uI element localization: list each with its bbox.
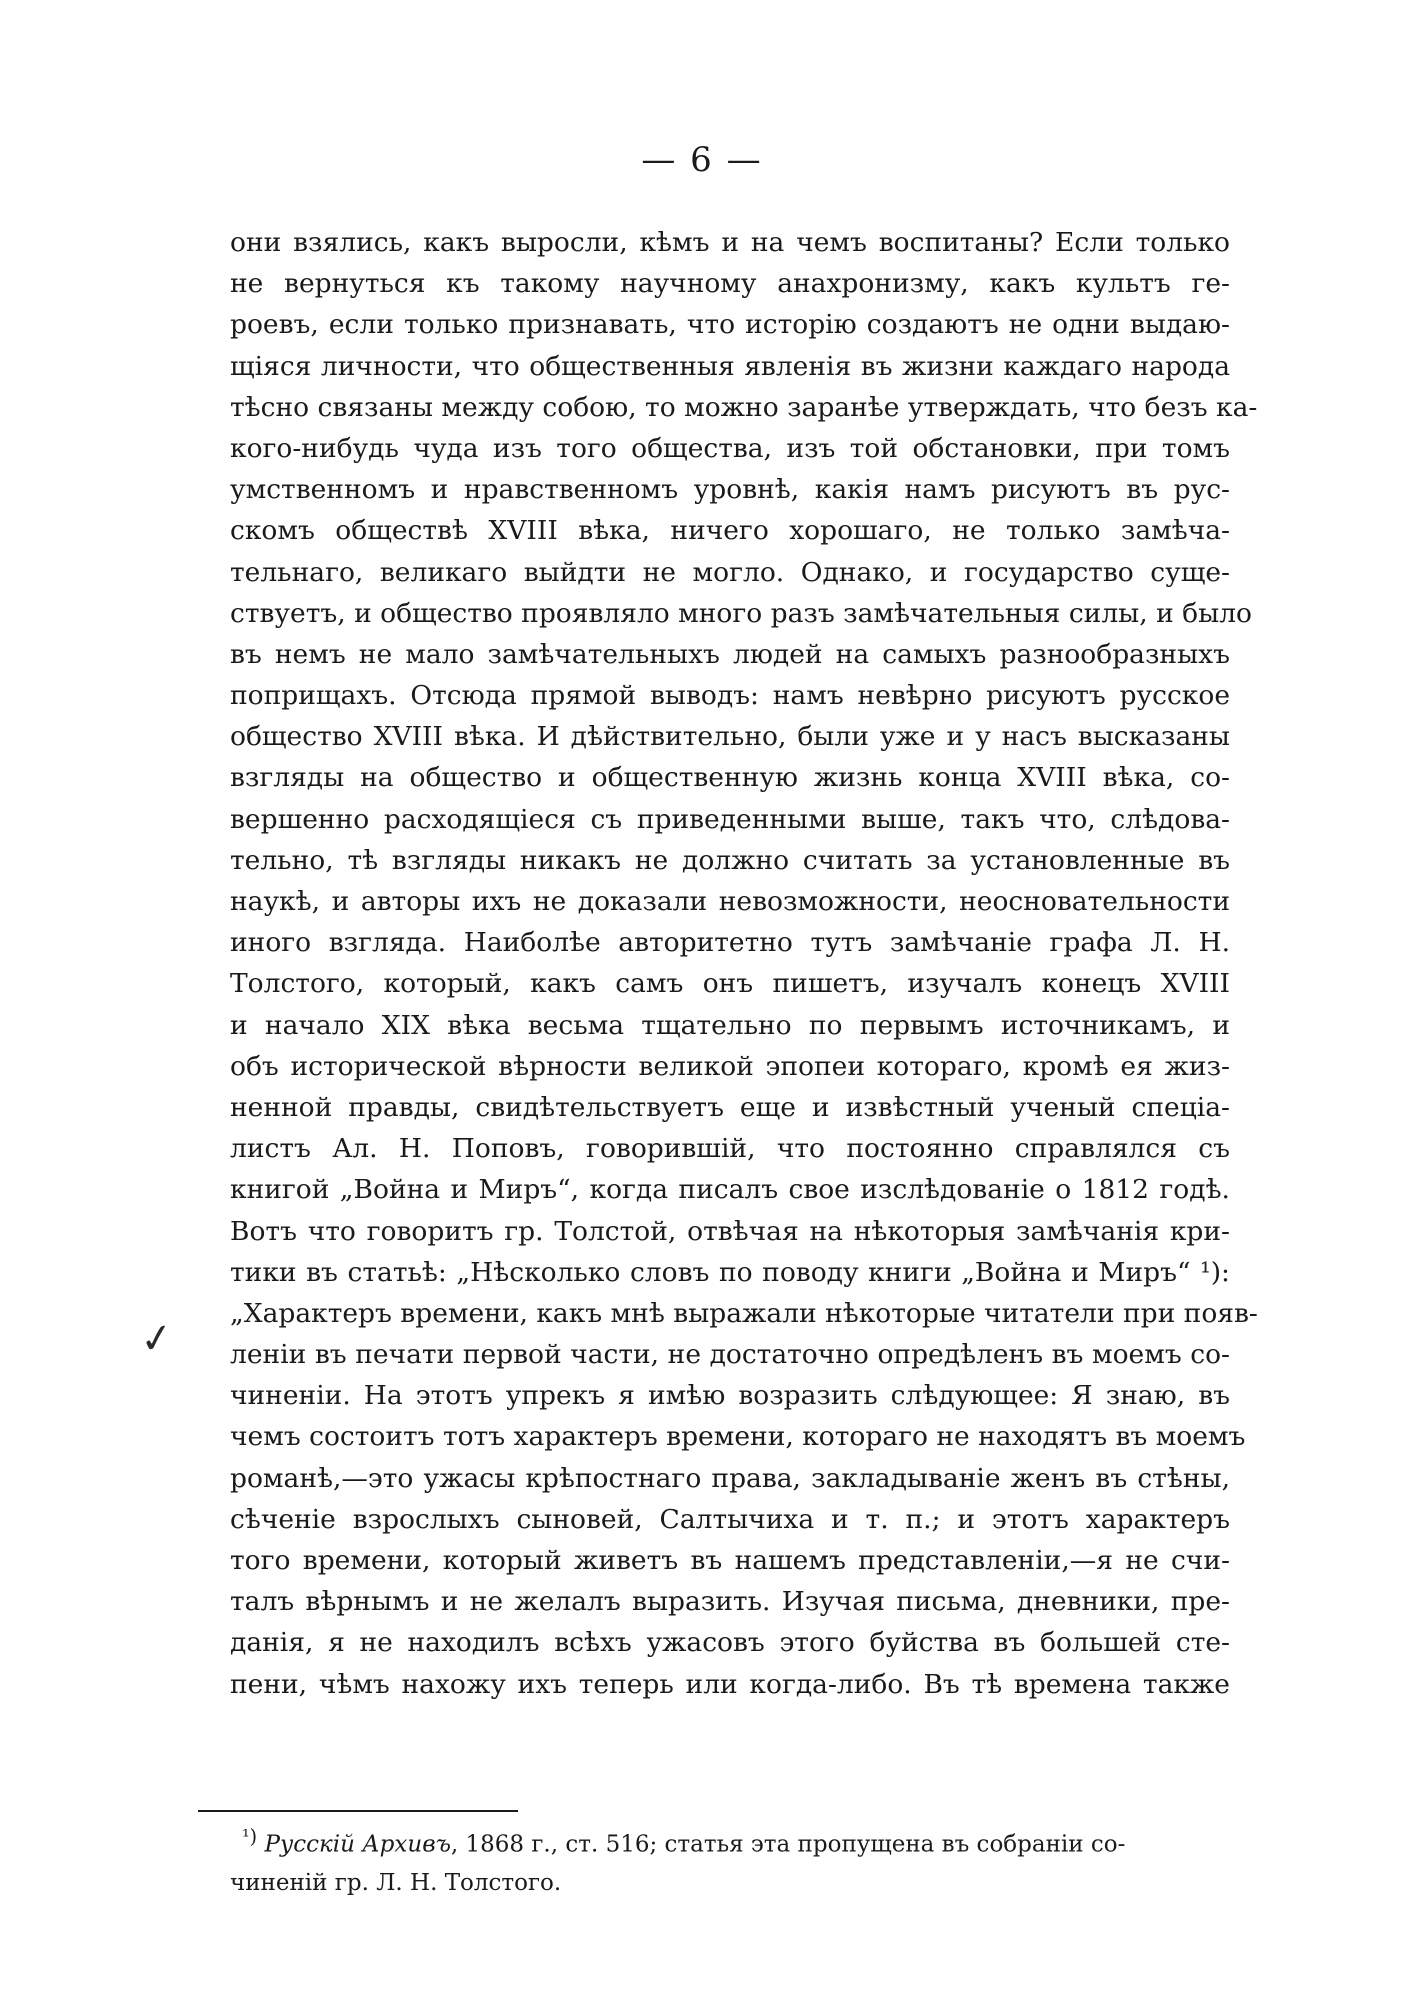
text-line: общество XVIII вѣка. И дѣйствительно, были уже и у насъ высказаны xyxy=(230,721,1230,753)
text-line: взгляды на общество и общественную жизнь конца XVIII вѣка, со- xyxy=(230,762,1230,794)
text-line: кого-нибудь чуда изъ того общества, изъ той обстановки, при томъ xyxy=(230,432,1230,464)
text-line: ствуетъ, и общество проявляло много разъ замѣчательныя силы, и было xyxy=(230,597,1253,629)
footnote-block xyxy=(230,1818,1230,1902)
text-line: „Характеръ времени, какъ мнѣ выражали нѣкоторые читатели при появ- xyxy=(230,1297,1258,1329)
footnote-marker: ¹) xyxy=(242,1825,258,1848)
text-line: и начало XIX вѣка весьма тщательно по первымъ источникамъ, и xyxy=(230,1009,1230,1041)
page-number: — 6 — xyxy=(641,140,763,180)
text-line: листъ Ал. Н. Поповъ, говорившій, что постоянно справлялся съ xyxy=(230,1133,1230,1165)
footnote-source-title: Русскій Архивъ xyxy=(264,1831,451,1858)
text-line: книгой „Война и Миръ“, когда писалъ свое изслѣдованіе о 1812 годѣ. xyxy=(230,1174,1230,1206)
footnote-citation: , 1868 г., ст. 516; статья эта пропущена въ собраніи со- xyxy=(450,1831,1126,1858)
footnote-line xyxy=(230,1818,1230,1864)
text-line: поприщахъ. Отсюда прямой выводъ: намъ невѣрно рисуютъ русское xyxy=(230,680,1230,712)
text-line: тельнаго, великаго выйдти не могло. Однако, и государство суще- xyxy=(230,556,1230,588)
text-line: вершенно расходящіеся съ приведенными выше, такъ что, слѣдова- xyxy=(230,803,1230,835)
text-line: щіяся личности, что общественныя явленія въ жизни каждаго народа xyxy=(230,350,1230,382)
text-line: Толстого, который, какъ самъ онъ пишетъ, изучалъ конецъ XVIII xyxy=(230,968,1230,1000)
text-line: чиненіи. На этотъ упрекъ я имѣю возразить слѣдующее: Я знаю, въ xyxy=(230,1380,1230,1412)
text-line: не вернуться къ такому научному анахронизму, какъ культъ ге- xyxy=(230,268,1230,300)
text-line: скомъ обществѣ XVIII вѣка, ничего хорошаго, не только замѣча- xyxy=(230,515,1230,547)
main-text-block xyxy=(230,222,1258,1705)
footnote-line: чиненій гр. Л. Н. Толстого. xyxy=(230,1869,562,1896)
text-line: чемъ состоитъ тотъ характеръ времени, котораго не находятъ въ моемъ xyxy=(230,1421,1246,1453)
text-line: того времени, который живетъ въ нашемъ представленіи,—я не счи- xyxy=(230,1545,1230,1576)
text-line: талъ вѣрнымъ и не желалъ выразить. Изучая письма, дневники, пре- xyxy=(230,1586,1230,1618)
footnote-divider xyxy=(198,1810,518,1812)
text-line: иного взгляда. Наиболѣе авторитетно тутъ замѣчаніе графа Л. Н. xyxy=(230,927,1230,959)
text-line: пени, чѣмъ нахожу ихъ теперь или когда-либо. Въ тѣ времена также xyxy=(230,1668,1230,1700)
text-line: леніи въ печати первой части, не достаточно опредѣленъ въ моемъ со- xyxy=(230,1339,1230,1371)
text-line: романѣ,—это ужасы крѣпостнаго права, закладываніе женъ въ стѣны, xyxy=(230,1462,1230,1494)
text-line: объ исторической вѣрности великой эпопеи котораго, кромѣ ея жиз- xyxy=(230,1050,1230,1082)
text-line: тѣсно связаны между собою, то можно заранѣе утверждать, что безъ ка- xyxy=(230,391,1258,423)
text-line: въ немъ не мало замѣчательныхъ людей на самыхъ разнообразныхъ xyxy=(230,638,1230,670)
text-line: роевъ, если только признавать, что исторію создаютъ не одни выдаю- xyxy=(230,309,1230,341)
text-line: Вотъ что говоритъ гр. Толстой, отвѣчая на нѣкоторыя замѣчанія кри- xyxy=(230,1215,1230,1247)
text-line: они взялись, какъ выросли, кѣмъ и на чемъ воспитаны? Если только xyxy=(230,227,1230,258)
text-line: наукѣ, и авторы ихъ не доказали невозможности, неосновательности xyxy=(230,886,1230,917)
text-line: умственномъ и нравственномъ уровнѣ, какія намъ рисуютъ въ рус- xyxy=(230,474,1230,506)
text-line: данія, я не находилъ всѣхъ ужасовъ этого буйства въ большей сте- xyxy=(230,1627,1230,1659)
text-line: сѣченіе взрослыхъ сыновей, Салтычиха и т. п.; и этотъ характеръ xyxy=(230,1503,1230,1535)
text-line: тельно, тѣ взгляды никакъ не должно считать за установленные въ xyxy=(230,844,1230,876)
handwritten-check-mark: ✓ xyxy=(136,1313,177,1365)
text-line: тики въ статьѣ: „Нѣсколько словъ по поводу книги „Война и Миръ“ ¹): xyxy=(230,1256,1230,1288)
text-line: ненной правды, свидѣтельствуетъ еще и извѣстный ученый спеціа- xyxy=(230,1091,1230,1123)
